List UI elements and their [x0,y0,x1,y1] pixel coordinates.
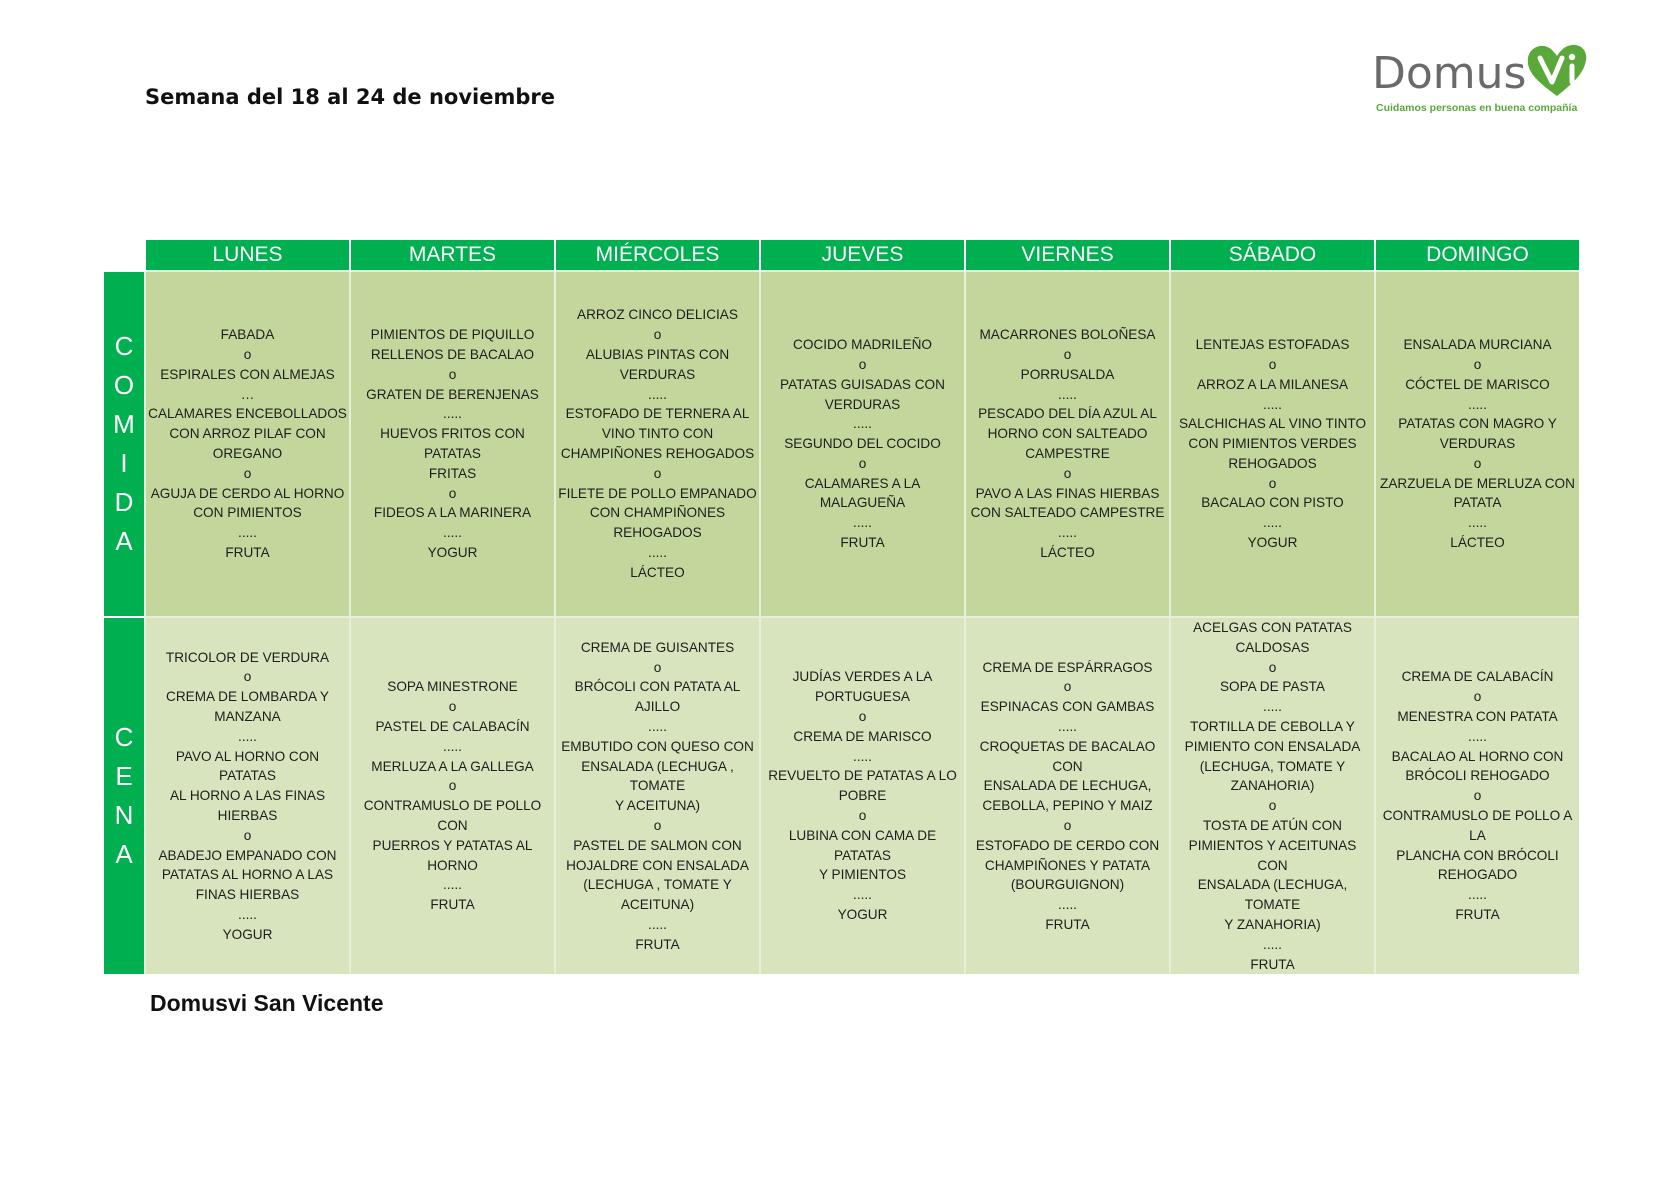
menu-line: PORRUSALDA [1020,366,1115,382]
menu-line: ..... [443,525,462,541]
menu-line: ESPINACAS CON GAMBAS [980,699,1155,715]
menu-line: MERLUZA A LA GALLEGA [371,758,534,774]
day-header-sabado: SÁBADO [1170,240,1375,271]
menu-line: HORNO CON SALTEADO [987,426,1148,442]
menu-line: CROQUETAS DE BACALAO CON [979,738,1156,774]
menu-line: CON CHAMPIÑONES [589,505,726,521]
menu-line: ALUBIAS PINTAS CON [585,347,730,363]
menu-line: VERDURAS [1439,436,1516,452]
menu-line: REHOGADOS [1228,455,1317,471]
menu-line: CREMA DE ESPÁRRAGOS [982,659,1153,675]
menu-line: ZANAHORIA) [1230,778,1315,794]
logo-tagline: Cuidamos personas en buena compañía [1376,102,1578,114]
menu-line: VERDURAS [824,396,901,412]
menu-line: o [653,817,662,833]
menu-line: o [243,465,252,481]
menu-line: CREMA DE MARISCO [793,728,932,744]
menu-line: FINAS HIERBAS [195,887,300,903]
menu-line: FRUTA [1455,907,1500,923]
menu-line: ABADEJO EMPANADO CON [158,847,337,863]
menu-line: PIMIENTOS DE PIQUILLO [370,327,535,343]
menu-line: AL HORNO A LAS FINAS HIERBAS [169,788,326,824]
days-header-row [104,240,1579,271]
menu-line: FILETE DE POLLO EMPANADO [558,485,757,501]
menu-line: o [1063,347,1072,363]
menu-cell [555,617,760,974]
menu-line: ..... [1058,718,1077,734]
menu-line: PASTEL DE SALMON CON [573,837,742,853]
menu-line: PATATA [1453,495,1502,511]
menu-line: o [858,808,867,824]
menu-line: CHAMPIÑONES REHOGADOS [560,446,755,461]
menu-line: ..... [238,525,257,541]
menu-line: ENSALADA DE LECHUGA, [983,778,1152,794]
menu-cell [1375,271,1579,617]
menu-line: PESCADO DEL DÍA AZUL AL [978,406,1157,422]
meal-row-cena [104,617,1579,974]
menu-line: ARROZ CINCO DELICIAS [577,307,738,323]
menu-cell [760,617,965,974]
menu-line: HUEVOS FRITOS CON PATATAS [380,426,525,461]
menu-line: PLANCHA CON BRÓCOLI [1396,847,1559,863]
menu-line: CEBOLLA, PEPINO Y MAIZ [982,798,1153,814]
menu-line: LÁCTEO [1040,544,1095,560]
menu-line: ..... [853,748,872,764]
menu-line: HOJALDRE CON ENSALADA [566,857,749,873]
menu-line: (LECHUGA, TOMATE Y [1199,758,1346,774]
footer-title: Domusvi San Vicente [150,990,384,1016]
menu-line: o [243,827,252,843]
menu-line: LÁCTEO [630,564,685,580]
day-header-miercoles: MIÉRCOLES [555,240,760,271]
menu-line: CREMA DE GUISANTES [580,639,735,655]
menu-line: CON PIMIENTOS VERDES [1188,436,1357,452]
menu-line: ..... [443,877,462,893]
menu-line: MACARRONES BOLOÑESA [979,327,1156,343]
menu-line: LUBINA CON CAMA DE PATATAS [788,827,937,863]
day-header-domingo: DOMINGO [1375,240,1579,271]
menu-line: CONTRAMUSLO DE POLLO CON [363,798,542,833]
menu-line: PAVO AL HORNO CON PATATAS [175,748,320,784]
menu-line: ESTOFADO DE TERNERA AL [565,406,750,422]
menu-line: ..... [1468,515,1487,531]
menu-line: BRÓCOLI CON PATATA AL [574,679,741,695]
menu-line: ENSALADA MURCIANA [1403,337,1552,353]
menu-line: BRÓCOLI REHOGADO [1405,768,1550,784]
menu-line: HORNO [427,857,478,873]
menu-line: ..... [1263,396,1282,412]
menu-line: ..... [443,738,462,754]
menu-line: (LECHUGA , TOMATE Y [583,877,732,893]
menu-line: Y ZANAHORIA) [1224,916,1321,932]
menu-line: TRICOLOR DE VERDURA [165,649,330,665]
menu-line: CALAMARES A LA MALAGUEÑA [804,475,921,511]
menu-line: o [1473,356,1482,372]
meal-label-text: C E N A [114,722,134,870]
menu-line: CON PIMIENTOS [193,505,302,521]
day-header-jueves: JUEVES [760,240,965,271]
menu-line: PIMIENTO CON ENSALADA [1184,738,1361,754]
menu-line: ..... [443,406,462,422]
menu-line: ..... [238,907,257,923]
menu-line: YOGUR [222,926,273,942]
menu-line: o [1473,455,1482,471]
menu-line: ..... [1263,936,1282,952]
week-title: Semana del 18 al 24 de noviembre [145,85,555,109]
menu-line: FRUTA [840,535,885,551]
menu-line: … [240,386,255,402]
menu-line: ..... [1468,728,1487,744]
menu-line: POBRE [838,788,887,804]
menu-line: TORTILLA DE CEBOLLA Y [1190,718,1355,734]
menu-line: o [1473,788,1482,804]
day-header-viernes: VIERNES [965,240,1170,271]
menu-line: PATATAS AL HORNO A LAS [161,867,334,883]
logo-wordmark: Domus [1372,48,1527,99]
menu-line: YOGUR [837,907,888,923]
meal-label-cena [104,617,145,974]
menu-line: AGUJA DE CERDO AL HORNO [150,485,345,501]
menu-line: REHOGADOS [613,525,702,541]
menu-line: PATATAS CON MAGRO Y [1398,416,1557,432]
menu-line: ..... [853,515,872,531]
menu-line: ..... [853,416,872,432]
menu-cell [145,617,350,974]
menu-line: AJILLO [634,699,681,715]
menu-line: o [448,485,457,501]
menu-line: Y ACEITUNA) [614,798,701,814]
menu-line: ENSALADA (LECHUGA , TOMATE [581,758,734,794]
menu-line: o [1063,817,1072,833]
menu-line: REVUELTO DE PATATAS A LO [768,768,957,784]
menu-line: SOPA DE PASTA [1219,679,1325,695]
menu-line: BACALAO AL HORNO CON [1391,748,1564,764]
menu-line: OREGANO [212,446,283,461]
menu-line: YOGUR [427,544,478,560]
menu-line: BACALAO CON PISTO [1201,495,1344,511]
menu-cell [350,617,555,974]
logo-heart-icon [1524,42,1590,100]
menu-line: o [653,327,662,343]
menu-line: GRATEN DE BERENJENAS [366,386,539,402]
menu-line: ESPIRALES CON ALMEJAS [160,366,335,382]
menu-line: PATATAS GUISADAS CON [780,376,945,392]
header-corner [104,240,145,271]
meal-label-comida [104,271,145,617]
menu-line: FRUTA [430,897,475,913]
menu-line: PASTEL DE CALABACÍN [375,718,530,734]
day-header-martes: MARTES [350,240,555,271]
meal-label-text: C O M I D A [113,331,135,556]
menu-line: LENTEJAS ESTOFADAS [1195,337,1350,353]
menu-line: o [653,465,662,481]
menu-line: CÓCTEL DE MARISCO [1405,376,1550,392]
menu-line: o [448,699,457,715]
menu-line: ..... [648,916,667,932]
menu-line: CREMA DE CALABACÍN [1401,669,1554,685]
menu-line: o [1268,798,1277,814]
menu-line: o [243,669,252,685]
menu-line: MENESTRA CON PATATA [1397,709,1558,725]
menu-line: RELLENOS DE BACALAO [370,347,535,363]
domusvi-logo [1372,42,1592,122]
menu-line: FABADA [220,327,275,343]
menu-line: ..... [648,386,667,402]
menu-line: ..... [1468,887,1487,903]
menu-line: ACELGAS CON PATATAS [1193,620,1352,635]
menu-cell [760,271,965,617]
menu-line: ..... [1058,386,1077,402]
menu-line: o [1063,465,1072,481]
menu-line: CONTRAMUSLO DE POLLO A LA [1382,808,1573,843]
menu-line: FRITAS [428,465,477,481]
menu-line: ..... [1263,699,1282,715]
menu-line: VERDURAS [619,366,696,382]
menu-line: ..... [648,718,667,734]
menu-line: FRUTA [1250,956,1295,972]
menu-line: (BOURGUIGNON) [1010,877,1125,893]
menu-line: ..... [238,728,257,744]
menu-cell [1375,617,1579,974]
menu-line: PAVO A LAS FINAS HIERBAS [975,485,1160,501]
menu-line: TOSTA DE ATÚN CON [1203,817,1342,833]
menu-cell [350,271,555,617]
menu-line: o [653,659,662,675]
menu-line: LÁCTEO [1450,535,1505,551]
menu-line: PIMIENTOS Y ACEITUNAS CON [1188,837,1357,873]
menu-line: CON ARROZ PILAF CON [169,426,326,442]
menu-cell [145,271,350,617]
menu-line: SOPA MINESTRONE [387,679,518,695]
menu-line: CREMA DE LOMBARDA Y [166,689,329,705]
menu-line: Y PIMIENTOS [818,867,907,883]
menu-line: MANZANA [214,709,281,725]
menu-line: o [243,347,252,363]
menu-line: FRUTA [225,544,270,560]
menu-line: YOGUR [1247,535,1298,551]
meal-row-comida [104,271,1579,617]
menu-line: ..... [853,887,872,903]
menu-line: ZARZUELA DE MERLUZA CON [1380,475,1575,491]
menu-line: o [1268,659,1277,675]
menu-line: CALAMARES ENCEBOLLADOS [148,406,347,422]
menu-cell [965,617,1170,974]
menu-line: o [1268,475,1277,491]
menu-line: ..... [1058,525,1077,541]
menu-line: ..... [648,544,667,560]
menu-line: PUERROS Y PATATAS AL [372,837,533,853]
menu-line: o [858,709,867,725]
menu-line: PORTUGUESA [815,689,910,705]
menu-cell [1170,617,1375,974]
menu-line: COCIDO MADRILEÑO [793,337,932,353]
menu-line: o [448,366,457,382]
menu-line: ..... [1058,897,1077,913]
menu-line: ..... [1263,515,1282,531]
menu-line: CON SALTEADO CAMPESTRE [970,505,1165,521]
menu-line: o [1063,679,1072,695]
menu-line: JUDÍAS VERDES A LA [792,669,933,685]
menu-line: o [858,455,867,471]
menu-line: CHAMPIÑONES Y PATATA [984,857,1151,873]
menu-line: SALCHICHAS AL VINO TINTO [1178,416,1367,432]
menu-line: ACEITUNA) [620,897,695,913]
menu-line: o [1473,689,1482,705]
menu-line: o [858,356,867,372]
weekly-menu-table [104,240,1579,974]
day-header-lunes: LUNES [145,240,350,271]
menu-line: FIDEOS A LA MARINERA [373,505,532,521]
menu-line: VINO TINTO CON [601,426,714,442]
menu-line: ARROZ A LA MILANESA [1196,376,1349,392]
menu-cell [1170,271,1375,617]
menu-line: REHOGADO [1437,867,1518,883]
menu-line: FRUTA [1045,916,1090,932]
menu-cell [555,271,760,617]
menu-line: EMBUTIDO CON QUESO CON [561,738,754,754]
menu-line: ENSALADA (LECHUGA, TOMATE [1197,877,1348,913]
menu-line: ..... [1468,396,1487,412]
menu-line: CAMPESTRE [1025,446,1110,461]
menu-line: FRUTA [635,936,680,952]
menu-line: o [1268,356,1277,372]
menu-cell [965,271,1170,617]
menu-line: o [448,778,457,794]
menu-line: CALDOSAS [1235,639,1310,655]
menu-line: SEGUNDO DEL COCIDO [784,436,941,452]
menu-line: ESTOFADO DE CERDO CON [975,837,1160,853]
